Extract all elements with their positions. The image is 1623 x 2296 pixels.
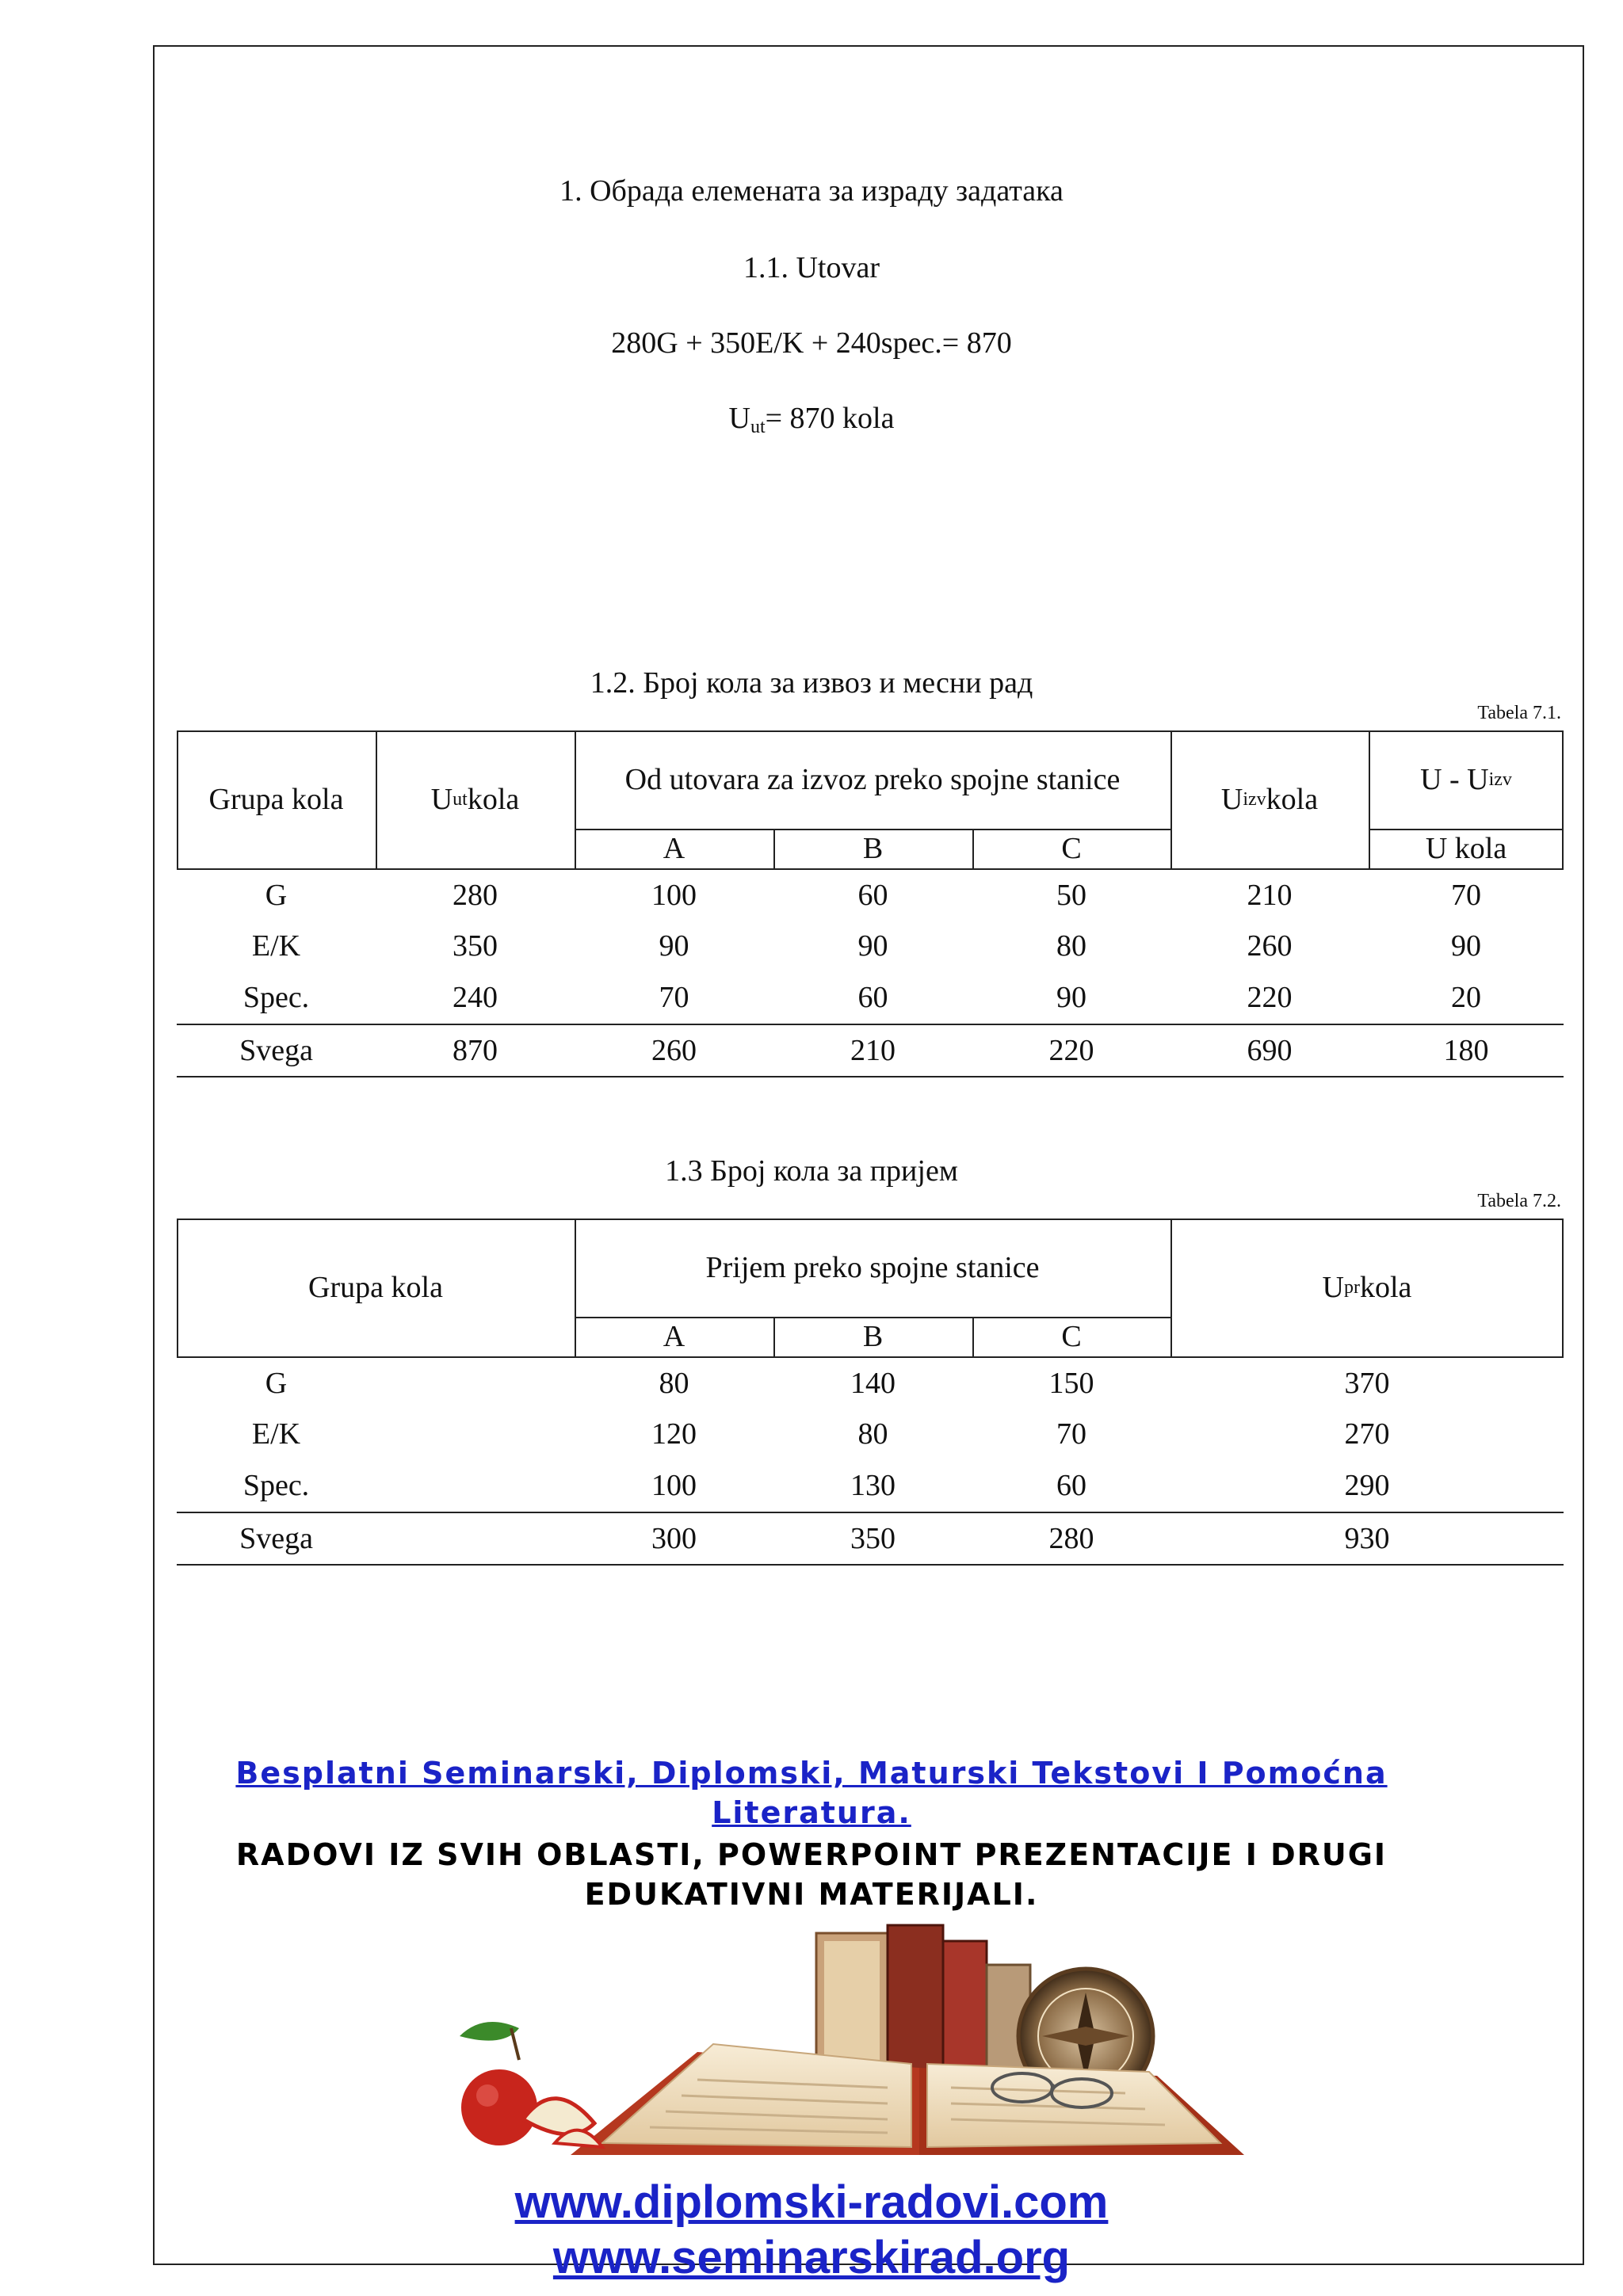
table2-caption: Tabela 7.2. <box>1477 1191 1561 1211</box>
url-seminarskirad[interactable]: www.seminarskirad.org <box>552 2232 1071 2283</box>
ad-link-line1[interactable]: Besplatni Seminarski, Diplomski, Maturski Tekstovi I Pomoćna <box>235 1756 1388 1791</box>
ad-link-line2[interactable]: Literatura. <box>712 1795 911 1830</box>
uut-subscript: ut <box>750 417 766 437</box>
table1-header-group: Grupa kola <box>208 783 344 816</box>
table2-header-span: Prijem preko spojne stanice <box>705 1251 1040 1284</box>
table1-header-c: C <box>1061 832 1082 865</box>
table-export-wagons: Grupa kola U ut kola Od utovara za izvoz preko spojne stanice A B C U izv kola U - U izv U kola G 280 100 60 50 210 70 E/K 350 90 90 80 260 90 Spec. 240 70 60 90 220 20 Svega 870 260 210 220 690 180 <box>177 730 1564 1085</box>
url-diplomski-radovi[interactable]: www.diplomski-radovi.com <box>514 2176 1109 2228</box>
apple-icon <box>460 2022 602 2147</box>
table2-header-c: C <box>1061 1320 1082 1353</box>
table1-header-b: B <box>862 832 884 865</box>
ad-text-line2: EDUKATIVNI MATERIJALI. <box>584 1877 1039 1912</box>
books-apple-illustration <box>365 1917 1363 2171</box>
utovar-formula: 280G + 350E/K + 240spec.= 870 <box>611 326 1012 360</box>
uut-equation <box>0 401 1623 444</box>
section-title: 1. Обрада елемената за израду задатака <box>559 174 1064 208</box>
uut-value: = 870 kola <box>765 402 895 435</box>
table2-header-b: B <box>862 1320 884 1353</box>
table1-header-diff-unit: U kola <box>1425 832 1507 865</box>
table-receipt-wagons: Grupa kola Prijem preko spojne stanice A B C U pr kola G 80 140 150 370 E/K 120 80 70 270 Spec. 100 130 60 290 Svega 300 350 280 930 <box>177 1219 1564 1573</box>
table1-caption: Tabela 7.1. <box>1477 703 1561 723</box>
table1-header-diff: U - U izv <box>1420 763 1512 796</box>
table1-header-a: A <box>663 832 685 865</box>
table1-header-span: Od utovara za izvoz preko spojne stanice <box>624 763 1121 796</box>
table1-section-title: 1.2. Број кола за извоз и месни рад <box>590 666 1033 700</box>
table2-header-upr: U pr kola <box>1322 1271 1412 1304</box>
subsection-utovar: 1.1. Utovar <box>743 251 880 284</box>
table1-header-uizv: U izv kola <box>1220 783 1319 816</box>
table1-header-uut: U ut kola <box>430 783 520 816</box>
table2-header-group: Grupa kola <box>308 1271 443 1304</box>
table2-section-title: 1.3 Број кола за пријем <box>665 1154 958 1188</box>
uut-symbol: U <box>728 402 750 435</box>
table2-header-a: A <box>663 1320 685 1353</box>
ad-text-line1: RADOVI IZ SVIH OBLASTI, POWERPOINT PREZENTACIJE I DRUGI <box>235 1837 1388 1872</box>
